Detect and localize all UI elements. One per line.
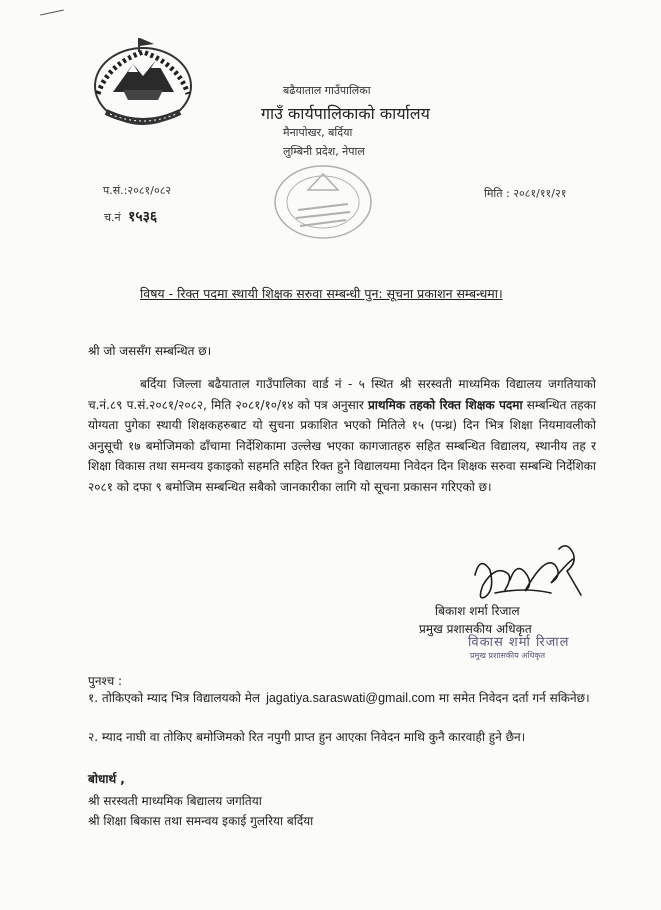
dispatch-number: [104, 207, 157, 226]
page-mark: [40, 10, 64, 16]
letter-date: मिति : २०८१/११/२१: [484, 187, 567, 200]
cc-recipient-2: श्री शिक्षा बिकास तथा समन्वय इकाई गुलरिया बर्दिया: [88, 814, 314, 828]
dispatch-label: च.नं: [104, 211, 121, 224]
subject-line: विषय - रिक्त पदमा स्थायी शिक्षक सरुवा सम्बन्धी पुन: सूचना प्रकाशन सम्बन्धमा।: [140, 286, 503, 301]
name-stamp: [468, 632, 598, 668]
postscript-item-1-tail: मा समेत निवेदन दर्ता गर्न सकिनेछ।: [435, 691, 590, 705]
nepal-emblem-logo: [88, 34, 198, 129]
body-part-2: सम्बन्धित तहका योग्यता पुगेका स्थायी शिक्षकहरुबाट यो सुचना प्रकाशित भएको मितिले १५ (पन्ध्र) दिन भित्र शिक्षा नियमावलीको अनुसूची १७ बमोजिमको ढाँचामा निर्देशिकामा उल्लेख भएका कागजातहरु सहित सम्बन्धित विद्यालय, स्थानीय तह र शिक्षा विकास तथा समन्वय इकाइको सहमति सहित रिक्त हुने विद्यालयमा निवेदन दिन शिक्षक सरुवा सम्बन्धि निर्देशिका २०८१ को दफा ९ बमोजिम सम्बन्धित सबैको जानकारीका लागि यो सूचना प्रकासन गरिएको छ।: [88, 397, 597, 494]
signatory-title: प्रमुख प्रशासकीय अधिकृत: [419, 622, 532, 636]
salutation: श्री जो जससँग सम्बन्धित छ।: [88, 344, 212, 358]
stamp-name: विकास शर्मा रिजाल: [468, 635, 570, 650]
office-title: गाउँ कार्यपालिकाको कार्यालय: [261, 104, 430, 123]
office-location: मैनापोखर, बर्दिया: [283, 126, 353, 139]
postscript-item-2: २. म्याद नाघी वा तोकिए बमोजिमको रित नपुगी प्राप्त हुन आएका निवेदन माथि कुनै कारवाही हुने छैन।: [88, 730, 526, 744]
postscript-item-1: [88, 689, 608, 708]
signatory-name: बिकाश शर्मा रिजाल: [435, 604, 520, 618]
reference-number: प.सं.:२०८१/०८२: [103, 184, 172, 197]
body-highlight: प्राथमिक तहको रिक्त शिक्षक पदमा: [367, 397, 523, 412]
office-province: लुम्बिनी प्रदेश, नेपाल: [283, 145, 365, 158]
notice-body: [88, 374, 596, 497]
stamp-title: प्रमुख प्रशासकीय अधिकृत: [470, 651, 546, 660]
cc-recipient-1: श्री सरस्वती माध्यमिक बिद्यालय जगतिया: [88, 794, 262, 808]
postscript-heading: पुनश्च :: [88, 674, 123, 688]
handwritten-signature: [455, 535, 595, 605]
dispatch-value: १५३६: [128, 209, 158, 225]
body-part-1: बर्दिया जिल्ला बढैयाताल गाउँपालिका वार्ड नं - ५ स्थित श्री सरस्वती माध्यमिक विद्यालय जगतियाको च.नं.८९ प.सं.२०८१/२०८२, मिति २०८१/१०/१४ को पत्र अनुसार: [88, 377, 596, 412]
office-seal-stamp: [268, 160, 378, 245]
postscript-item-1-text: १. तोकिएको म्याद भित्र विद्यालयको मेल: [88, 691, 261, 705]
municipality-name: बढैयाताल गाउँपालिका: [283, 84, 371, 97]
cc-heading: बोधार्थ ,: [88, 772, 125, 786]
school-email: jagatiya.saraswati@gmail.com: [266, 691, 436, 705]
